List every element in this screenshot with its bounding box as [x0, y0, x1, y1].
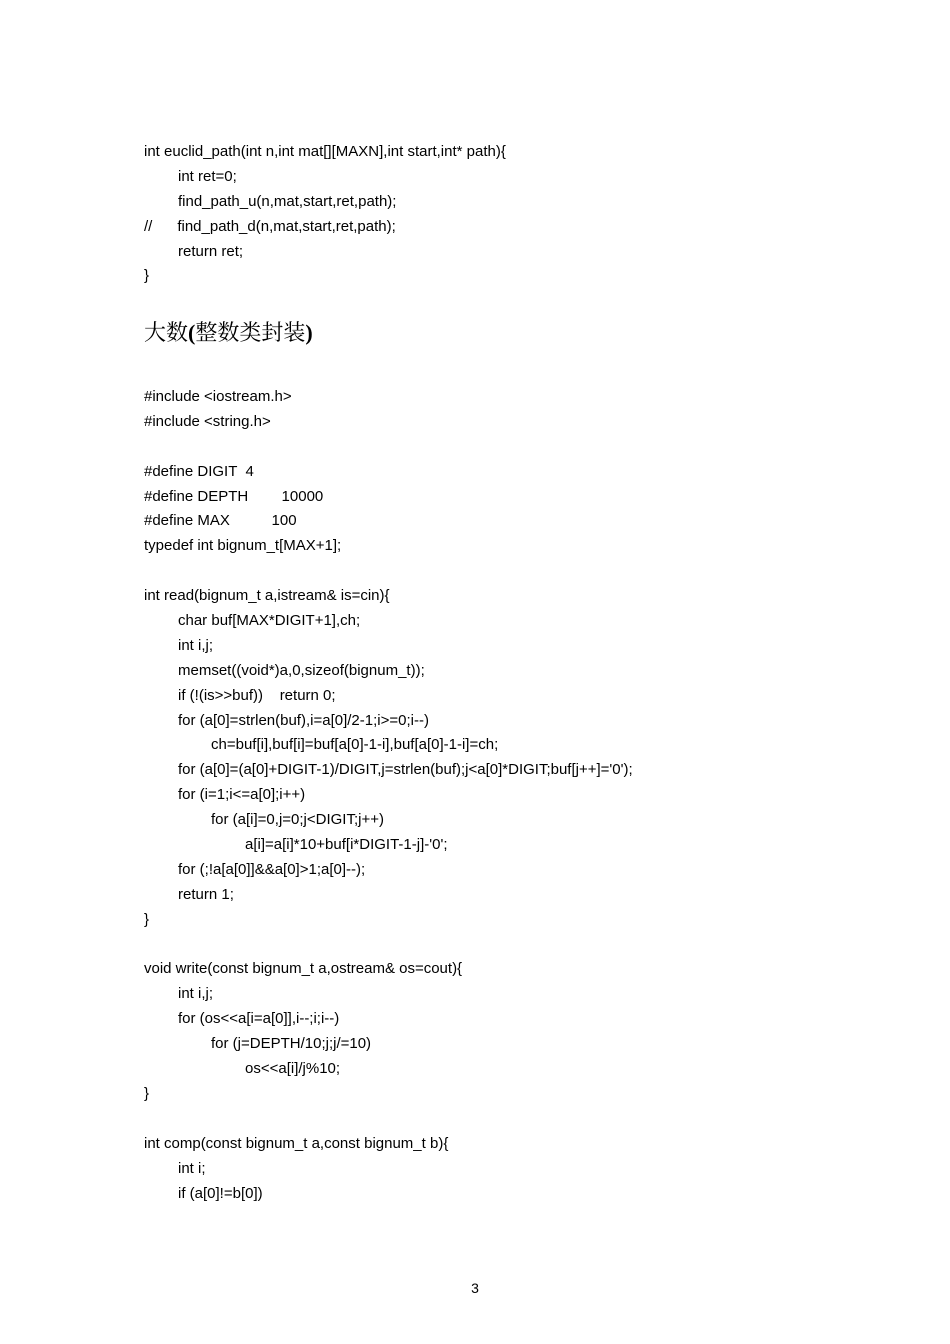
code-line: memset((void*)a,0,sizeof(bignum_t)); — [178, 661, 425, 679]
code-line: if (!(is>>buf)) return 0; — [178, 686, 336, 704]
code-line: for (a[i]=0,j=0;j<DIGIT;j++) — [211, 811, 384, 829]
code-line: for (;!a[a[0]]&&a[0]>1;a[0]--); — [178, 860, 366, 878]
code-line: find_path_u(n,mat,start,ret,path); — [178, 192, 397, 210]
code-line: #define MAX 100 — [144, 512, 297, 530]
heading-paren-open: ( — [188, 320, 196, 345]
code-line: ch=buf[i],buf[i]=buf[a[0]-1-i],buf[a[0]-1-i]=ch; — [211, 736, 499, 754]
code-line: return 1; — [178, 885, 234, 903]
code-line: return ret; — [178, 242, 244, 260]
code-line: if (a[0]!=b[0]) — [178, 1184, 263, 1202]
code-line: #include <string.h> — [144, 412, 271, 430]
code-line: char buf[MAX*DIGIT+1],ch; — [178, 612, 361, 630]
code-line: for (os<<a[i=a[0]],i--;i;i--) — [178, 1010, 340, 1028]
code-line: for (i=1;i<=a[0];i++) — [178, 786, 306, 804]
blank-line — [144, 1107, 904, 1132]
code-line: #include <iostream.h> — [144, 388, 292, 405]
code-line: typedef int bignum_t[MAX+1]; — [144, 537, 342, 555]
blank-line — [144, 435, 904, 460]
code-block-bignum — [144, 385, 904, 1206]
page-number: 3 — [471, 1280, 479, 1296]
code-line: #define DIGIT 4 — [144, 462, 254, 480]
code-line: int read(bignum_t a,istream& is=cin){ — [144, 587, 390, 605]
code-line: os<<a[i]/j%10; — [245, 1060, 341, 1078]
blank-line — [144, 559, 904, 584]
code-line: int i,j; — [178, 636, 214, 654]
code-line: for (a[0]=(a[0]+DIGIT-1)/DIGIT,j=strlen(buf);j<a[0]*DIGIT;buf[j++]='0'); — [178, 761, 633, 779]
code-line: // find_path_d(n,mat,start,ret,path); — [144, 217, 396, 235]
code-line: int euclid_path(int n,int mat[][MAXN],int start,int* path){ — [144, 143, 506, 160]
code-line: int i,j; — [178, 985, 214, 1003]
heading-text-mid: 整数类封装 — [195, 321, 306, 346]
blank-line — [144, 933, 904, 958]
code-line: int comp(const bignum_t a,const bignum_t b){ — [144, 1134, 449, 1152]
code-line: } — [144, 1084, 150, 1102]
code-line: #define DEPTH 10000 — [144, 487, 324, 505]
code-line: a[i]=a[i]*10+buf[i*DIGIT-1-j]-'0'; — [245, 836, 448, 854]
code-line: void write(const bignum_t a,ostream& os=cout){ — [144, 960, 463, 978]
code-line: } — [144, 267, 150, 285]
code-line: int ret=0; — [178, 167, 237, 185]
code-block-euclid-path — [144, 140, 904, 289]
code-line: for (j=DEPTH/10;j;j/=10) — [211, 1035, 372, 1053]
heading-text-pre: 大数 — [144, 321, 189, 346]
code-line: int i; — [178, 1159, 206, 1177]
code-line: } — [144, 910, 150, 928]
code-line: for (a[0]=strlen(buf),i=a[0]/2-1;i>=0;i--) — [178, 711, 429, 729]
heading-paren-close: ) — [305, 320, 313, 345]
section-heading — [144, 316, 313, 351]
